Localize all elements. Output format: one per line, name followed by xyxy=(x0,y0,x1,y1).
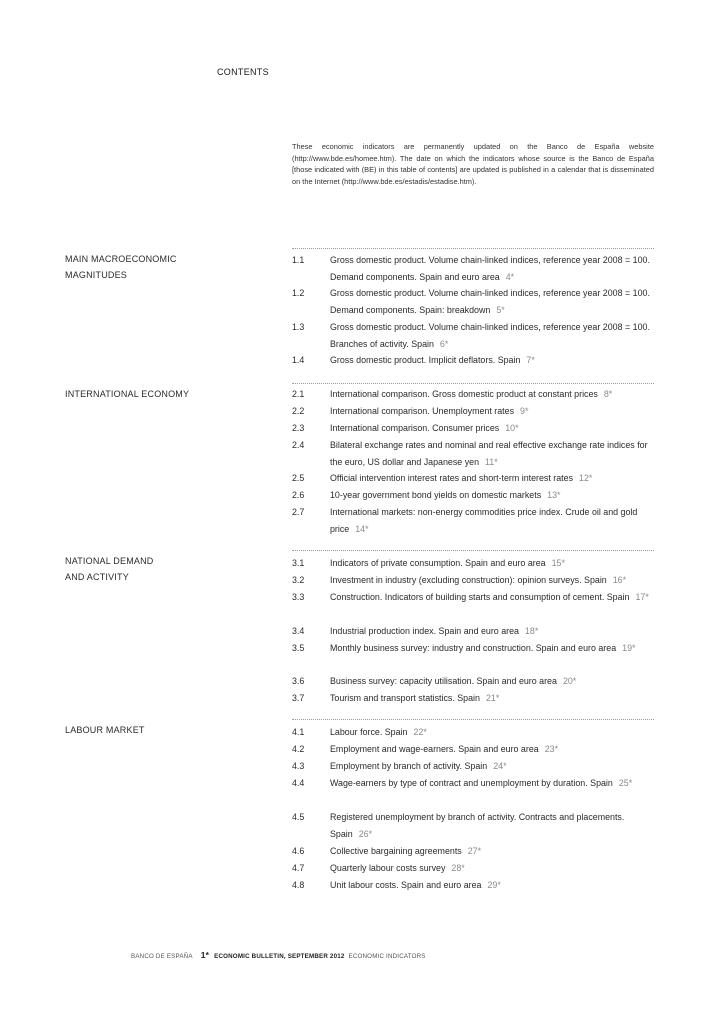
toc-item-3-4[interactable] xyxy=(292,623,654,640)
item-number: 3.2 xyxy=(292,575,305,585)
section-title-line: MAGNITUDES xyxy=(65,270,128,281)
item-number: 2.7 xyxy=(292,507,305,517)
item-page: 21* xyxy=(485,693,500,703)
item-number: 2.5 xyxy=(292,473,305,483)
item-page: 15* xyxy=(551,558,565,568)
footer-bulletin: ECONOMIC BULLETIN, SEPTEMBER 2012 xyxy=(214,953,345,960)
footer-page-number: 1* xyxy=(200,950,210,960)
toc-item-1-3[interactable] xyxy=(292,319,654,352)
section-divider xyxy=(292,550,654,551)
item-page: 7* xyxy=(526,355,535,365)
toc-item-1-1[interactable] xyxy=(292,252,654,285)
item-title: Indicators of private consumption. Spain and euro area xyxy=(330,558,546,568)
item-title: Industrial production index. Spain and euro area xyxy=(330,626,519,636)
item-page: 4* xyxy=(505,271,515,282)
item-page: 26* xyxy=(358,828,373,839)
section-divider xyxy=(292,248,654,249)
toc-item-4-4[interactable] xyxy=(292,775,654,792)
item-page: 12* xyxy=(579,473,593,483)
item-title: Gross domestic product. Volume chain-linked indices, reference year 2008 = 100. Branches of activity. Spain xyxy=(330,322,650,349)
item-title: Official intervention interest rates and short-term interest rates xyxy=(330,473,574,483)
item-number: 4.3 xyxy=(292,761,305,771)
item-number: 1.3 xyxy=(292,322,305,332)
item-title: Gross domestic product. Volume chain-linked indices, reference year 2008 = 100. Demand components. Spain: breakdown xyxy=(330,288,650,315)
item-title: 10-year government bond yields on domestic markets xyxy=(330,490,542,500)
section-title-international-economy xyxy=(65,386,265,402)
item-number: 1.2 xyxy=(292,288,305,298)
item-page: 18* xyxy=(524,626,539,636)
item-page: 24* xyxy=(493,761,507,771)
item-page: 23* xyxy=(544,744,559,754)
toc-item-4-5[interactable] xyxy=(292,809,654,842)
toc-item-4-1[interactable] xyxy=(292,724,654,741)
toc-item-3-2[interactable] xyxy=(292,572,654,589)
item-title: Investment in industry (excluding construction): opinion surveys. Spain xyxy=(330,575,607,585)
item-number: 4.2 xyxy=(292,744,305,754)
item-title: Labour force. Spain xyxy=(330,727,408,737)
item-title: Bilateral exchange rates and nominal and real effective exchange rate indices for the euro, US dollar and Japanese yen xyxy=(330,440,648,467)
section-divider xyxy=(292,719,654,720)
toc-item-4-7[interactable] xyxy=(292,860,654,877)
toc-item-3-1[interactable] xyxy=(292,555,654,572)
item-title: International markets: non-energy commodities price index. Crude oil and gold price xyxy=(330,507,638,534)
toc-item-3-5[interactable] xyxy=(292,640,654,657)
toc-item-4-2[interactable] xyxy=(292,741,654,758)
item-page: 5* xyxy=(496,304,505,315)
section-title-line: LABOUR MARKET xyxy=(65,725,145,735)
toc-item-2-3[interactable] xyxy=(292,420,654,437)
item-number: 4.4 xyxy=(292,778,305,788)
item-title: International comparison. Consumer prices xyxy=(330,423,500,433)
item-page: 22* xyxy=(413,727,427,737)
item-number: 1.4 xyxy=(292,355,305,365)
toc-item-2-4[interactable] xyxy=(292,437,654,470)
toc-item-1-4[interactable] xyxy=(292,352,654,369)
section-title-line: NATIONAL DEMAND xyxy=(65,556,154,566)
item-page: 20* xyxy=(562,676,577,686)
toc-item-2-1[interactable] xyxy=(292,386,654,403)
item-number: 3.1 xyxy=(292,558,305,568)
item-page: 25* xyxy=(618,778,633,788)
item-title: Construction. Indicators of building starts and consumption of cement. Spain xyxy=(330,592,630,602)
item-title: Employment by branch of activity. Spain xyxy=(330,761,488,771)
item-page: 6* xyxy=(439,338,449,349)
footer-section: ECONOMIC INDICATORS xyxy=(348,953,426,960)
item-number: 4.6 xyxy=(292,846,305,856)
item-number: 3.7 xyxy=(292,693,305,703)
item-number: 4.1 xyxy=(292,727,305,737)
item-title: Quarterly labour costs survey xyxy=(330,863,446,873)
toc-item-2-2[interactable] xyxy=(292,403,654,420)
item-page: 17* xyxy=(635,592,649,602)
item-title: International comparison. Unemployment rates xyxy=(330,406,515,416)
toc-item-4-3[interactable] xyxy=(292,758,654,775)
item-number: 2.2 xyxy=(292,406,305,416)
toc-item-4-6[interactable] xyxy=(292,843,654,860)
item-number: 3.4 xyxy=(292,626,305,636)
item-title: Gross domestic product. Volume chain-linked indices, reference year 2008 = 100. Demand components. Spain and euro area xyxy=(330,255,650,282)
item-page: 9* xyxy=(520,406,529,416)
item-number: 3.3 xyxy=(292,592,305,602)
item-page: 29* xyxy=(487,880,501,890)
toc-item-3-7[interactable] xyxy=(292,690,654,707)
section-title-national-demand-and-activity xyxy=(65,553,265,586)
toc-item-3-3[interactable] xyxy=(292,589,654,606)
toc-item-3-6[interactable] xyxy=(292,673,654,690)
item-title: Collective bargaining agreements xyxy=(330,846,462,856)
toc-item-2-6[interactable] xyxy=(292,487,654,504)
page-title: CONTENTS xyxy=(217,67,269,77)
toc-item-4-8[interactable] xyxy=(292,877,654,894)
item-page: 27* xyxy=(467,846,482,856)
item-number: 2.6 xyxy=(292,490,305,500)
item-number: 4.5 xyxy=(292,812,305,822)
item-number: 1.1 xyxy=(292,255,305,265)
item-page: 16* xyxy=(612,575,627,585)
page-footer xyxy=(131,950,426,960)
item-page: 19* xyxy=(622,643,636,653)
item-page: 10* xyxy=(505,423,519,433)
item-page: 8* xyxy=(603,389,613,399)
item-number: 4.7 xyxy=(292,863,305,873)
item-page: 11* xyxy=(485,456,498,467)
section-title-line: MAIN MACROECONOMIC xyxy=(65,254,177,264)
item-number: 4.8 xyxy=(292,880,305,890)
item-title: International comparison. Gross domestic product at constant prices xyxy=(330,389,598,399)
item-number: 3.6 xyxy=(292,676,305,686)
intro-paragraph: These economic indicators are permanently updated on the Banco de España website (http://www.bde.es/homee.htm). The date on which the indicators whose source is the Banco de España [those indicated with (BE) in this table of contents] are updated is published in a calendar that is disseminated on the Internet (http://www.bde.es/estadis/estadise.htm). xyxy=(292,142,654,186)
section-title-line: AND ACTIVITY xyxy=(65,572,129,583)
item-number: 3.5 xyxy=(292,643,305,653)
section-title-main-macroeconomic-magnitudes xyxy=(65,251,265,284)
item-title: Business survey: capacity utilisation. Spain and euro area xyxy=(330,676,557,686)
toc-item-1-2[interactable] xyxy=(292,285,654,318)
item-title: Tourism and transport statistics. Spain xyxy=(330,693,480,703)
item-number: 2.1 xyxy=(292,389,305,399)
item-title: Monthly business survey: industry and construction. Spain and euro area xyxy=(330,643,617,653)
item-title: Registered unemployment by branch of activity. Contracts and placements. Spain xyxy=(330,812,625,839)
item-title: Employment and wage-earners. Spain and euro area xyxy=(330,744,539,754)
item-page: 13* xyxy=(547,490,561,500)
section-title-line: INTERNATIONAL ECONOMY xyxy=(65,389,190,399)
item-title: Unit labour costs. Spain and euro area xyxy=(330,880,482,890)
footer-publisher: BANCO DE ESPAÑA xyxy=(131,953,193,960)
item-title: Gross domestic product. Implicit deflators. Spain xyxy=(330,355,521,365)
section-title-labour-market xyxy=(65,722,265,738)
section-divider xyxy=(292,383,654,384)
item-page: 14* xyxy=(355,523,369,534)
item-title: Wage-earners by type of contract and unemployment by duration. Spain xyxy=(330,778,613,788)
toc-item-2-7[interactable] xyxy=(292,504,654,537)
item-number: 2.3 xyxy=(292,423,305,433)
item-page: 28* xyxy=(451,863,465,873)
toc-item-2-5[interactable] xyxy=(292,470,654,487)
item-number: 2.4 xyxy=(292,440,305,450)
